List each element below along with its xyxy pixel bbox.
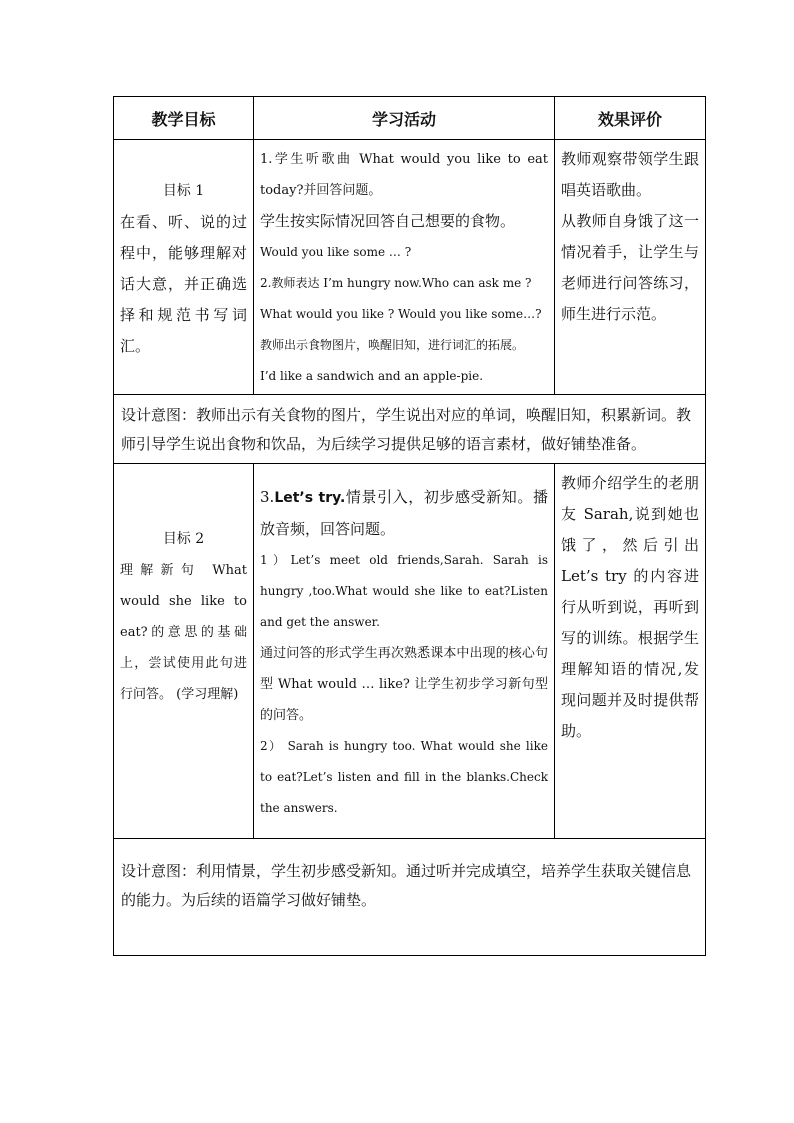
activity-line: 学生按实际情况回答自己想要的食物。 xyxy=(260,212,516,230)
evaluation-text: 教师观察带领学生跟唱英语歌曲。 xyxy=(561,150,699,199)
design-intent-cell xyxy=(114,839,706,956)
design-intent-cell xyxy=(114,395,706,464)
design-intent-row xyxy=(114,839,706,956)
design-intent-text: 设计意图：教师出示有关食物的图片，学生说出对应的单词，唤醒旧知，积累新词。教师引导学生说出食物和饮品，为后续学习提供足够的语言素材，做好铺垫准备。 xyxy=(121,406,692,453)
activity-line xyxy=(260,482,548,545)
goal-cell xyxy=(114,140,254,395)
table-row xyxy=(114,464,706,839)
activity-line: Would you like some … ? xyxy=(260,245,412,259)
table-row xyxy=(114,140,706,395)
activity-cell xyxy=(254,464,555,839)
activity-cell xyxy=(254,140,555,395)
evaluation-text: 教师介绍学生的老朋友 Sarah,说到她也饿了，然后引出 Let’s try 的内容进行从听到说，再听到写的训练。根据学生理解知语的情况,发现问题并及时提供帮助。 xyxy=(561,474,699,740)
goal-text: 在看、听、说的过程中，能够理解对话大意，并正确选择和规范书写词汇。 xyxy=(120,213,247,355)
activity-line: 通过问答的形式学生再次熟悉课本中出现的核心句型 What would … like? 让学生初步学习新句型的问答。 xyxy=(260,646,548,723)
activity-line: 教师出示食物图片，唤醒旧知，进行词汇的拓展。 xyxy=(260,338,525,352)
activity-line: 1）Let’s meet old friends,Sarah. Sarah is hungry ,too.What would she like to eat?Listen and get the answer. xyxy=(260,553,548,629)
evaluation-cell xyxy=(555,140,706,395)
activity-number: 3. xyxy=(260,488,275,506)
design-intent-text: 设计意图：利用情景，学生初步感受新知。通过听并完成填空，培养学生获取关键信息的能力。为后续的语篇学习做好铺垫。 xyxy=(121,862,692,909)
goal-cell xyxy=(114,464,254,839)
evaluation-cell xyxy=(555,464,706,839)
activity-line: 2） Sarah is hungry too. What would she like to eat?Let’s listen and fill in the blanks.Check the answers. xyxy=(260,739,548,815)
activity-intro: 情景引入，初步感受新知。播放音频，回答问题。 xyxy=(260,488,548,538)
goal-title: 目标 1 xyxy=(162,183,205,199)
goal-title: 目标 2 xyxy=(162,531,205,547)
evaluation-text: 从教师自身饿了这一情况着手，让学生与老师进行问答练习，师生进行示范。 xyxy=(561,212,699,323)
header-evaluation: 效果评价 xyxy=(555,97,706,140)
lesson-plan-table xyxy=(113,96,706,956)
activity-line: 2.教师表达 I’m hungry now.Who can ask me ? What would you like ? Would you like some…? xyxy=(260,276,542,321)
header-teaching-goal: 教学目标 xyxy=(114,97,254,140)
header-row xyxy=(114,97,706,140)
goal-text: 理解新句 What would she like to eat?的意思的基础上，尝试使用此句进行问答。 (学习理解) xyxy=(120,563,247,702)
header-learning-activity: 学习活动 xyxy=(254,97,555,140)
lets-try-label: Let’s try. xyxy=(274,490,346,506)
design-intent-row xyxy=(114,395,706,464)
activity-line: 1.学生听歌曲 What would you like to eat today?并回答问题。 xyxy=(260,152,548,198)
activity-line: I’d like a sandwich and an apple-pie. xyxy=(260,369,484,383)
